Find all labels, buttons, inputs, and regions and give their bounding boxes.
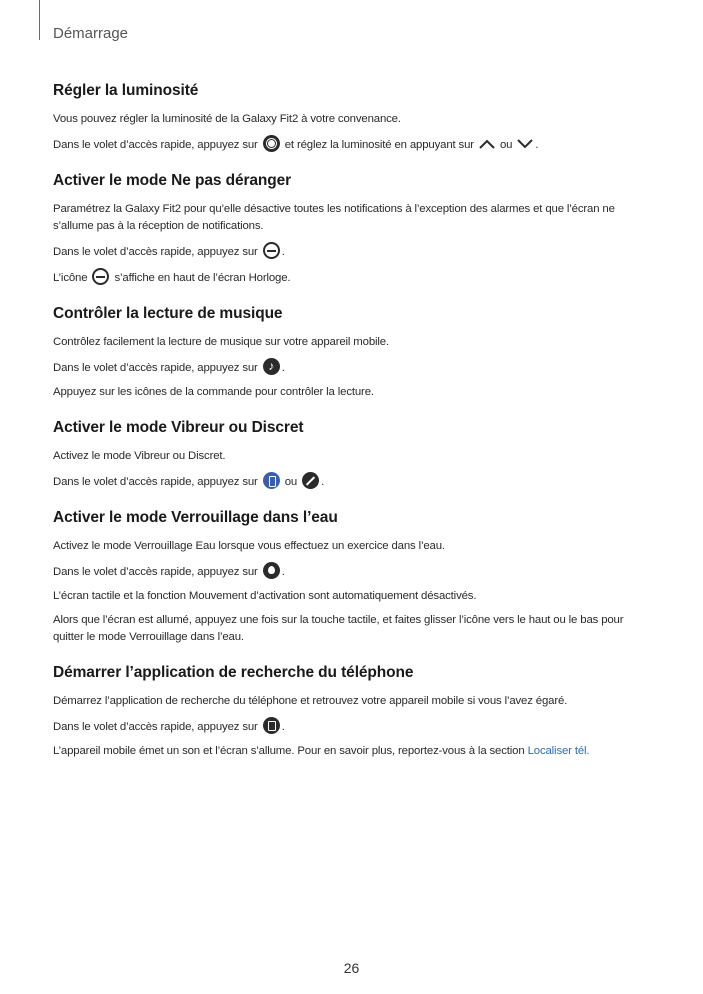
- document-body: [53, 82, 653, 778]
- paragraph: Paramétrez la Galaxy Fit2 pour qu’elle désactive toutes les notifications à l’exception des alarmes et que l’écran ne s’allume pas à la réception de notifications.: [53, 203, 615, 232]
- section-title: Contrôler la lecture de musique: [53, 305, 283, 322]
- section-title: Activer le mode Verrouillage dans l’eau: [53, 509, 338, 526]
- section-brightness: [53, 82, 653, 154]
- section-find-phone: [53, 664, 653, 760]
- section-title: Démarrer l’application de recherche du téléphone: [53, 664, 414, 681]
- paragraph: L’icône s’affiche en haut de l’écran Horloge.: [53, 268, 653, 287]
- section-vibrate: [53, 419, 653, 491]
- section-water-lock: [53, 509, 653, 646]
- page-number: 26: [343, 960, 360, 976]
- paragraph: L’écran tactile et la fonction Mouvement d’activation sont automatiquement désactivés.: [53, 590, 477, 602]
- paragraph: Activez le mode Verrouillage Eau lorsque vous effectuez un exercice dans l’eau.: [53, 540, 445, 552]
- water-drop-icon: [263, 562, 280, 579]
- paragraph: L’appareil mobile émet un son et l’écran s’allume. Pour en savoir plus, reportez-vous à la section Localiser tél.: [53, 745, 590, 757]
- section-title: Activer le mode Vibreur ou Discret: [53, 419, 304, 436]
- paragraph: Dans le volet d’accès rapide, appuyez sur .: [53, 242, 653, 261]
- header-rule: [39, 0, 40, 40]
- find-phone-icon: [263, 717, 280, 734]
- paragraph: Appuyez sur les icônes de la commande pour contrôler la lecture.: [53, 386, 374, 398]
- chevron-up-icon: [477, 137, 497, 151]
- paragraph: Dans le volet d’accès rapide, appuyez sur ♪ .: [53, 358, 653, 377]
- do-not-disturb-icon: [92, 268, 109, 285]
- paragraph: Activez le mode Vibreur ou Discret.: [53, 450, 226, 462]
- music-note-icon: [263, 358, 280, 375]
- section-do-not-disturb: [53, 172, 653, 287]
- paragraph: Alors que l’écran est allumé, appuyez une fois sur la touche tactile, et faites glisser l’icône vers le haut ou le bas pour quitter le mode Verrouillage dans l’eau.: [53, 614, 624, 643]
- do-not-disturb-icon: [263, 242, 280, 259]
- chapter-title: Démarrage: [53, 25, 129, 42]
- find-phone-link[interactable]: Localiser tél.: [527, 745, 590, 757]
- paragraph: Dans le volet d’accès rapide, appuyez sur .: [53, 562, 653, 581]
- section-music: [53, 305, 653, 401]
- paragraph: Vous pouvez régler la luminosité de la Galaxy Fit2 à votre convenance.: [53, 113, 401, 125]
- section-title: Régler la luminosité: [53, 82, 199, 99]
- vibrate-icon: [263, 472, 280, 489]
- brightness-icon: [263, 135, 280, 152]
- paragraph: Dans le volet d’accès rapide, appuyez sur et réglez la luminosité en appuyant sur ou .: [53, 135, 653, 154]
- paragraph: Démarrez l’application de recherche du téléphone et retrouvez votre appareil mobile si vous l’avez égaré.: [53, 695, 568, 707]
- paragraph: Dans le volet d’accès rapide, appuyez sur .: [53, 717, 653, 736]
- chevron-down-icon: [515, 137, 535, 151]
- mute-icon: [302, 472, 319, 489]
- paragraph: Contrôlez facilement la lecture de musique sur votre appareil mobile.: [53, 336, 389, 348]
- paragraph: Dans le volet d’accès rapide, appuyez sur ou .: [53, 472, 653, 491]
- section-title: Activer le mode Ne pas déranger: [53, 172, 292, 189]
